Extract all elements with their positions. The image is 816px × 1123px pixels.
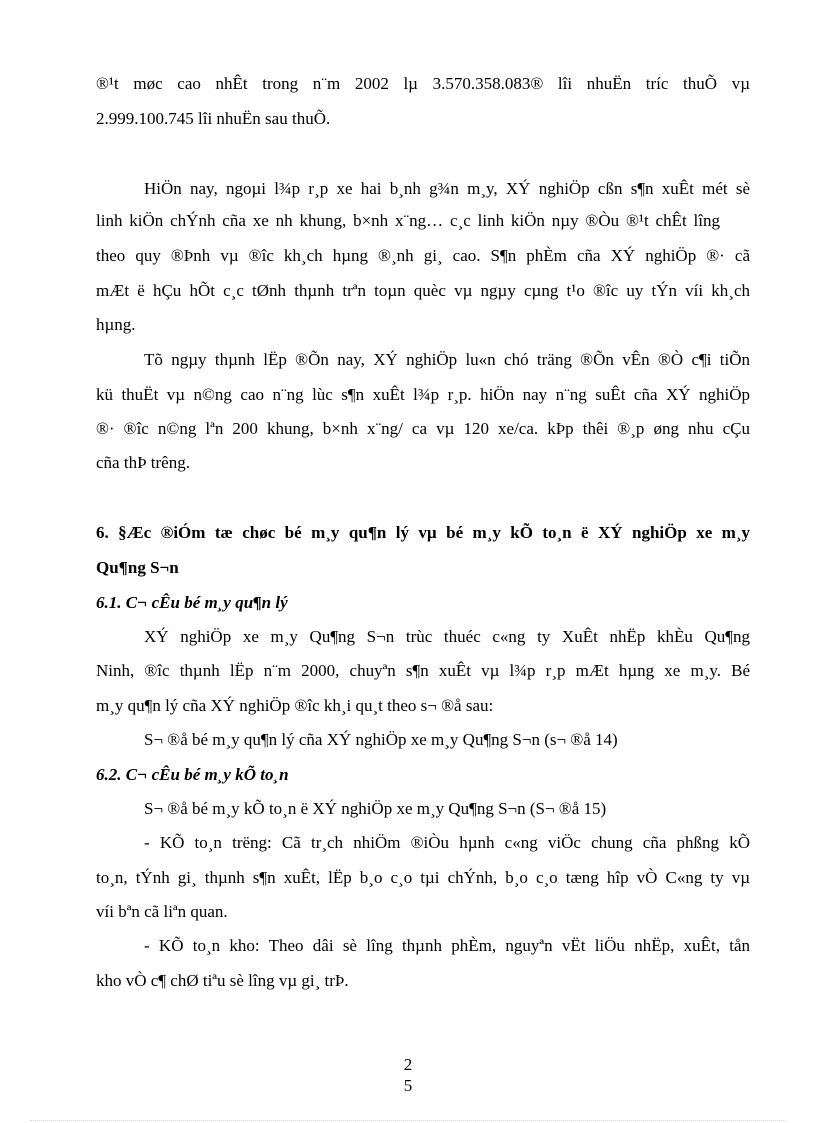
paragraph-line: linh kiÖn chÝnh cña xe nh khung, b×nh x¨ng… c¸c linh kiÖn nµy ®Òu ®¹t chÊt lîng xyxy=(96,211,720,230)
paragraph-line: mÆt ë hÇu hÕt c¸c tØnh thµnh trªn toµn quèc vµ ngµy cµng t¹o ®îc uy tÝn víi kh¸ch xyxy=(96,281,750,300)
paragraph-line: S¬ ®å bé m¸y qu¶n lý cña XÝ nghiÖp xe m¸y Qu¶ng S¬n (s¬ ®å 14) xyxy=(144,730,618,749)
paragraph-line: - KÕ to¸n trëng: Cã tr¸ch nhiÖm ®iÒu hµnh c«ng viÖc chung cña phßng kÕ xyxy=(144,833,750,852)
paragraph-line: - KÕ to¸n kho: Theo dâi sè lîng thµnh phÈm, nguyªn vËt liÖu nhËp, xuÊt, tån xyxy=(144,936,750,955)
paragraph-line: theo quy ®Þnh vµ ®îc kh¸ch hµng ®¸nh gi¸ cao. S¶n phÈm cña XÝ nghiÖp ®· cã xyxy=(96,246,750,265)
paragraph-line: ®¹t møc cao nhÊt trong n¨m 2002 lµ 3.570.358.083® lîi nhuËn tríc thuÕ vµ xyxy=(96,74,750,93)
paragraph-line: cña thÞ trêng. xyxy=(96,453,190,472)
paragraph-line: Tõ ngµy thµnh lËp ®Õn nay, XÝ nghiÖp lu«n chó träng ®Õn vÊn ®Ò c¶i tiÕn xyxy=(144,350,750,369)
section-heading: 6. §Æc ®iÓm tæ chøc bé m¸y qu¶n lý vµ bé m¸y kÕ to¸n ë XÝ nghiÖp xe m¸y xyxy=(96,523,750,542)
page-number: 5 xyxy=(403,1076,413,1095)
paragraph-line: HiÖn nay, ngoµi l¾p r¸p xe hai b¸nh g¾n m¸y, XÝ nghiÖp cßn s¶n xuÊt mét sè xyxy=(144,179,750,198)
subsection-heading: 6.1. C¬ cÊu bé m¸y qu¶n lý xyxy=(96,593,288,612)
paragraph-line: víi bªn cã liªn quan. xyxy=(96,902,228,921)
page-number: 2 xyxy=(403,1055,413,1074)
paragraph-line: hµng. xyxy=(96,315,136,334)
paragraph-line: XÝ nghiÖp xe m¸y Qu¶ng S¬n trùc thuéc c«ng ty XuÊt nhËp khÈu Qu¶ng xyxy=(144,627,750,646)
paragraph-line: to¸n, tÝnh gi¸ thµnh s¶n xuÊt, lËp b¸o c¸o tµi chÝnh, b¸o c¸o tæng hîp vÒ C«ng ty vµ xyxy=(96,868,750,887)
bottom-divider xyxy=(30,1120,786,1121)
paragraph-line: ®· ®îc n©ng lªn 200 khung, b×nh x¨ng/ ca vµ 120 xe/ca. kÞp thêi ®¸p øng nhu cÇu xyxy=(96,419,750,438)
subsection-heading: 6.2. C¬ cÊu bé m¸y kÕ to¸n xyxy=(96,765,289,784)
paragraph-line: Ninh, ®îc thµnh lËp n¨m 2000, chuyªn s¶n xuÊt vµ l¾p r¸p mÆt hµng xe m¸y. Bé xyxy=(96,661,750,680)
section-heading: Qu¶ng S¬n xyxy=(96,558,179,577)
paragraph-line: kho vÒ c¶ chØ tiªu sè lîng vµ gi¸ trÞ. xyxy=(96,971,349,990)
paragraph-line: 2.999.100.745 lîi nhuËn sau thuÕ. xyxy=(96,109,331,128)
paragraph-line: m¸y qu¶n lý cña XÝ nghiÖp ®îc kh¸i qu¸t theo s¬ ®å sau: xyxy=(96,696,494,715)
paragraph-line: S¬ ®å bé m¸y kÕ to¸n ë XÝ nghiÖp xe m¸y Qu¶ng S¬n (S¬ ®å 15) xyxy=(144,799,607,818)
paragraph-line: kü thuËt vµ n©ng cao n¨ng lùc s¶n xuÊt l¾p r¸p. hiÖn nay n¨ng suÊt cña XÝ nghiÖp xyxy=(96,385,750,404)
